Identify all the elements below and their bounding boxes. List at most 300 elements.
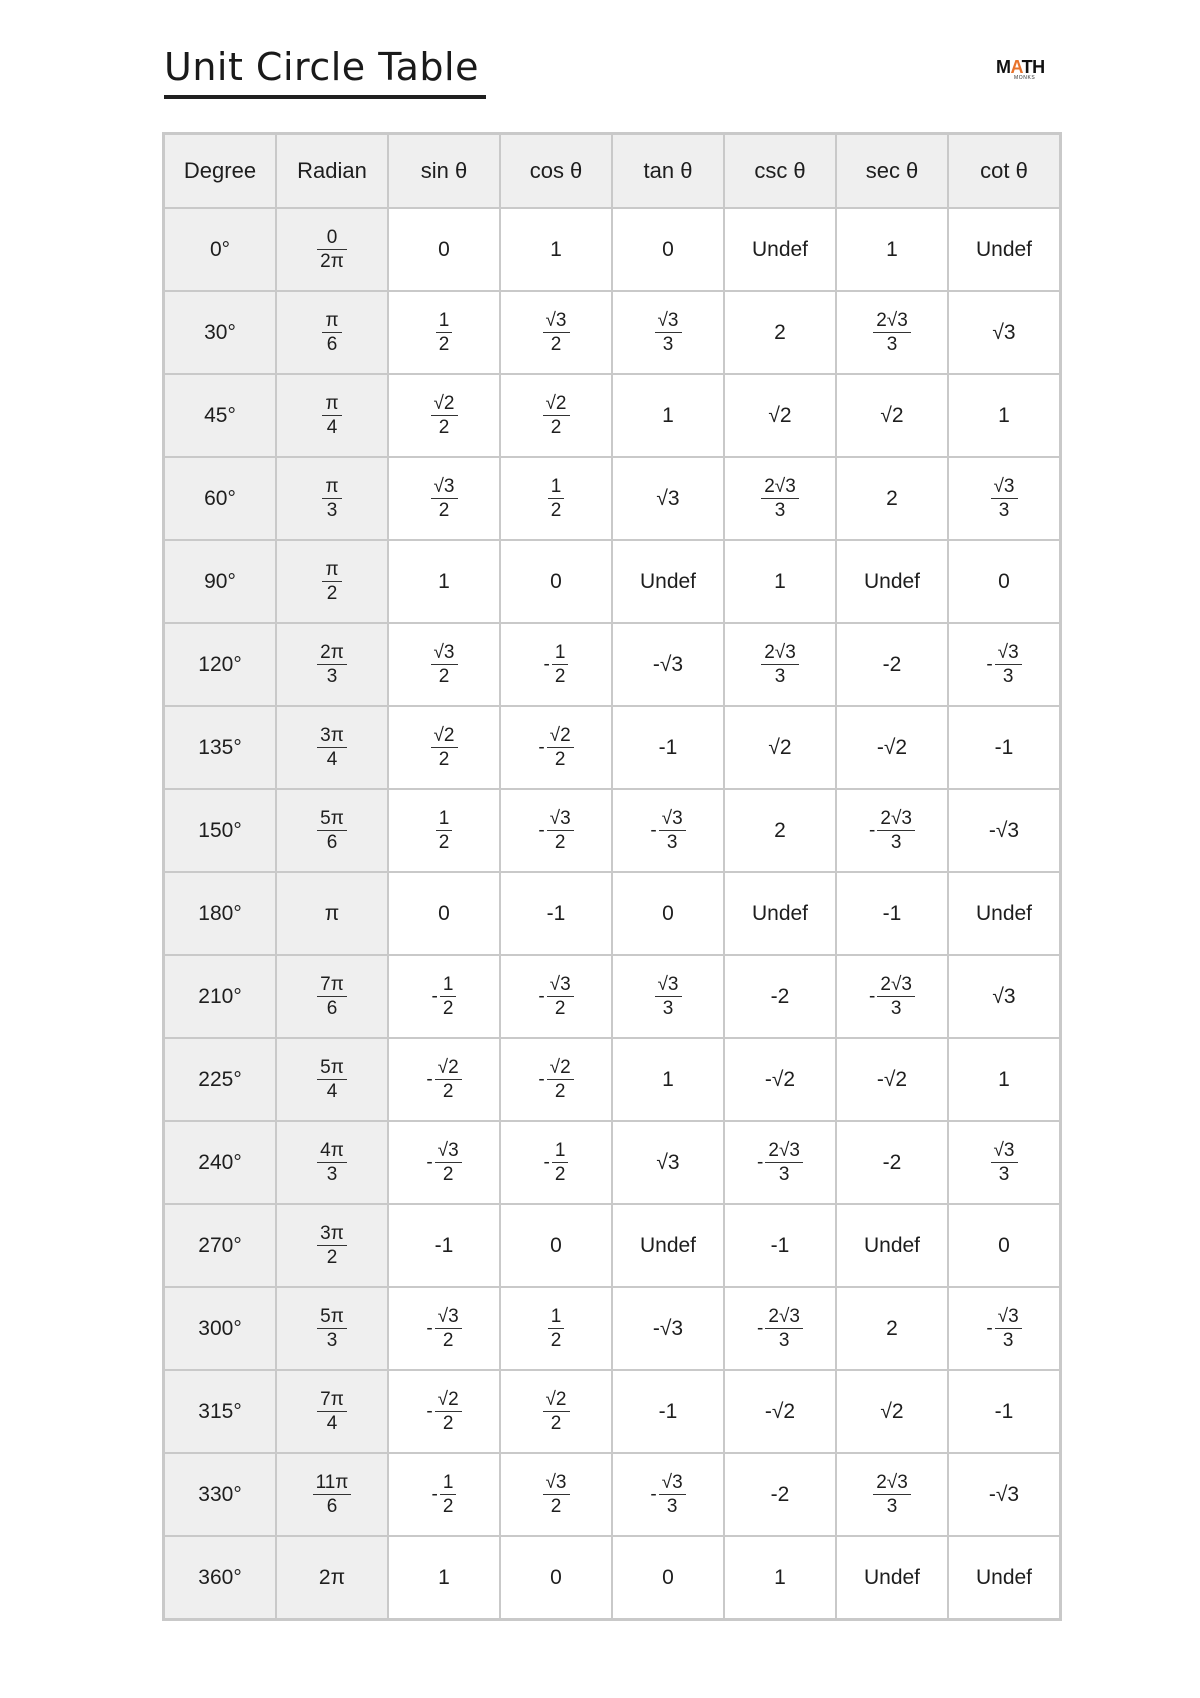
fraction-denominator: 2 xyxy=(438,749,450,770)
fraction-denominator: 3 xyxy=(886,1496,898,1517)
cell-value: 1 xyxy=(998,403,1010,427)
cell-radian xyxy=(276,955,388,1038)
fraction-numerator: π xyxy=(322,393,341,416)
cell-value: -√3 xyxy=(988,1482,1020,1506)
cell-value: -√3 xyxy=(988,818,1020,842)
minus-sign: - xyxy=(869,985,876,1007)
cell-sec xyxy=(836,1121,948,1204)
fraction-numerator: π xyxy=(322,310,341,333)
cell-cot xyxy=(948,374,1061,457)
fraction xyxy=(659,1472,686,1518)
cell-tan xyxy=(612,540,724,623)
cell-tan xyxy=(612,955,724,1038)
fraction-numerator: 1 xyxy=(440,1472,457,1495)
cell-csc xyxy=(724,1287,836,1370)
fraction xyxy=(317,1223,347,1269)
fraction-denominator: 2 xyxy=(554,1081,566,1102)
fraction-numerator: √3 xyxy=(547,974,574,997)
fraction-denominator: 2 xyxy=(438,500,450,521)
cell-cos xyxy=(500,291,612,374)
cell-tan xyxy=(612,291,724,374)
cell-value: √2 xyxy=(880,1399,904,1423)
cell-cot xyxy=(948,1204,1061,1287)
cell-csc xyxy=(724,789,836,872)
cell-cos xyxy=(500,374,612,457)
cell-value: -√2 xyxy=(876,735,908,759)
fraction-numerator: 7π xyxy=(317,974,347,997)
cell-value: -1 xyxy=(546,901,566,925)
table-row xyxy=(164,1536,1061,1620)
cell-tan xyxy=(612,208,724,291)
fraction-denominator: 6 xyxy=(326,334,338,355)
fraction xyxy=(991,476,1018,522)
fraction-numerator: 2√3 xyxy=(761,476,799,499)
fraction xyxy=(873,1472,911,1518)
fraction-denominator: 2 xyxy=(554,666,566,687)
fraction xyxy=(317,227,347,273)
fraction-numerator: √2 xyxy=(435,1389,462,1412)
cell-sec xyxy=(836,872,948,955)
cell-degree xyxy=(164,955,277,1038)
cell-tan xyxy=(612,1038,724,1121)
fraction-denominator: 2 xyxy=(554,1164,566,1185)
fraction xyxy=(552,1140,569,1186)
table-row xyxy=(164,1453,1061,1536)
header-degree: Degree xyxy=(164,134,277,209)
minus-sign: - xyxy=(538,1068,545,1090)
minus-sign: - xyxy=(538,985,545,1007)
fraction-numerator: 2π xyxy=(317,642,347,665)
fraction-denominator: 2 xyxy=(554,998,566,1019)
fraction xyxy=(317,1389,347,1435)
cell-radian xyxy=(276,789,388,872)
fraction xyxy=(431,393,458,439)
cell-cot xyxy=(948,706,1061,789)
cell-sec xyxy=(836,208,948,291)
cell-cot xyxy=(948,1121,1061,1204)
fraction-denominator: 3 xyxy=(890,832,902,853)
cell-radian xyxy=(276,1287,388,1370)
cell-value: 60° xyxy=(204,486,236,510)
cell-cos xyxy=(500,1121,612,1204)
math-monks-logo xyxy=(996,58,1056,88)
cell-value: -2 xyxy=(882,1150,902,1174)
cell-value: Undef xyxy=(863,1565,921,1589)
fraction-numerator: 1 xyxy=(552,1140,569,1163)
cell-sec xyxy=(836,1370,948,1453)
cell-sin xyxy=(388,872,500,955)
table-row xyxy=(164,1370,1061,1453)
cell-value: 1 xyxy=(438,569,450,593)
cell-cot xyxy=(948,208,1061,291)
table-row xyxy=(164,789,1061,872)
cell-value: Undef xyxy=(751,237,809,261)
fraction xyxy=(440,1472,457,1518)
fraction xyxy=(313,1472,352,1518)
fraction-numerator: √2 xyxy=(543,393,570,416)
cell-value: -2 xyxy=(882,652,902,676)
cell-cos xyxy=(500,706,612,789)
cell-cot xyxy=(948,1453,1061,1536)
cell-tan xyxy=(612,1287,724,1370)
cell-value: 45° xyxy=(204,403,236,427)
fraction-numerator: √3 xyxy=(435,1140,462,1163)
cell-value: 90° xyxy=(204,569,236,593)
fraction-numerator: √3 xyxy=(431,642,458,665)
cell-value: -1 xyxy=(994,735,1014,759)
cell-value: -1 xyxy=(658,1399,678,1423)
cell-value: 0 xyxy=(998,1233,1010,1257)
header-cos: cos θ xyxy=(500,134,612,209)
table-header xyxy=(164,134,1061,209)
fraction xyxy=(435,1057,462,1103)
table-row xyxy=(164,1287,1061,1370)
fraction-numerator: 1 xyxy=(436,310,453,333)
cell-radian xyxy=(276,1121,388,1204)
cell-degree xyxy=(164,789,277,872)
cell-csc xyxy=(724,1038,836,1121)
cell-csc xyxy=(724,623,836,706)
fraction-numerator: √2 xyxy=(431,393,458,416)
cell-csc xyxy=(724,540,836,623)
fraction-denominator: 2 xyxy=(438,832,450,853)
fraction xyxy=(543,1389,570,1435)
table-row xyxy=(164,1038,1061,1121)
fraction-denominator: 3 xyxy=(326,500,338,521)
fraction-numerator: 3π xyxy=(317,725,347,748)
cell-sin xyxy=(388,1536,500,1620)
fraction-denominator: 2 xyxy=(438,666,450,687)
cell-value: 240° xyxy=(198,1150,242,1174)
cell-radian xyxy=(276,872,388,955)
cell-value: -1 xyxy=(658,735,678,759)
header-tan: tan θ xyxy=(612,134,724,209)
cell-sec xyxy=(836,1038,948,1121)
cell-degree xyxy=(164,872,277,955)
cell-csc xyxy=(724,1204,836,1287)
cell-value: 0 xyxy=(998,569,1010,593)
cell-value: 270° xyxy=(198,1233,242,1257)
fraction-numerator: √2 xyxy=(543,1389,570,1412)
cell-csc xyxy=(724,1121,836,1204)
fraction xyxy=(543,393,570,439)
logo-subtitle: MONKS xyxy=(1014,75,1036,81)
cell-value: Undef xyxy=(863,1233,921,1257)
fraction-denominator: 2 xyxy=(326,583,338,604)
cell-value: 0 xyxy=(550,1233,562,1257)
fraction-numerator: √3 xyxy=(659,808,686,831)
cell-value: 2π xyxy=(318,1565,346,1589)
fraction xyxy=(877,974,915,1020)
fraction-denominator: 2 xyxy=(326,1247,338,1268)
cell-cos xyxy=(500,623,612,706)
fraction xyxy=(317,974,347,1020)
table-row xyxy=(164,457,1061,540)
cell-csc xyxy=(724,291,836,374)
cell-value: -1 xyxy=(882,901,902,925)
fraction-numerator: 5π xyxy=(317,1057,347,1080)
fraction-numerator: 2√3 xyxy=(765,1140,803,1163)
fraction-denominator: 3 xyxy=(1002,1330,1014,1351)
fraction-denominator: 3 xyxy=(662,334,674,355)
cell-cos xyxy=(500,1204,612,1287)
fraction-numerator: 4π xyxy=(317,1140,347,1163)
fraction-numerator: 1 xyxy=(440,974,457,997)
cell-sin xyxy=(388,623,500,706)
cell-cos xyxy=(500,1038,612,1121)
minus-sign: - xyxy=(650,819,657,841)
fraction-numerator: √2 xyxy=(435,1057,462,1080)
table-row xyxy=(164,706,1061,789)
fraction-numerator: √3 xyxy=(991,1140,1018,1163)
cell-sec xyxy=(836,1204,948,1287)
minus-sign: - xyxy=(426,1400,433,1422)
cell-sec xyxy=(836,291,948,374)
cell-sin xyxy=(388,540,500,623)
cell-value: 120° xyxy=(198,652,242,676)
cell-value: 30° xyxy=(204,320,236,344)
cell-cot xyxy=(948,623,1061,706)
fraction-denominator: 2 xyxy=(442,998,454,1019)
cell-value: Undef xyxy=(975,237,1033,261)
cell-radian xyxy=(276,208,388,291)
cell-sin xyxy=(388,1121,500,1204)
cell-degree xyxy=(164,706,277,789)
cell-sin xyxy=(388,374,500,457)
cell-degree xyxy=(164,291,277,374)
fraction-numerator: 0 xyxy=(317,227,347,250)
unit-circle-table xyxy=(162,132,1062,1621)
cell-value: 135° xyxy=(198,735,242,759)
fraction xyxy=(873,310,911,356)
cell-cos xyxy=(500,872,612,955)
fraction-denominator: 3 xyxy=(662,998,674,1019)
cell-value: 180° xyxy=(198,901,242,925)
cell-value: √2 xyxy=(768,735,792,759)
minus-sign: - xyxy=(869,819,876,841)
table-row xyxy=(164,623,1061,706)
fraction-denominator: 3 xyxy=(778,1330,790,1351)
cell-tan xyxy=(612,706,724,789)
cell-value: 1 xyxy=(774,1565,786,1589)
cell-tan xyxy=(612,623,724,706)
cell-value: Undef xyxy=(863,569,921,593)
fraction xyxy=(431,476,458,522)
cell-sec xyxy=(836,374,948,457)
fraction-denominator: 2 xyxy=(442,1164,454,1185)
cell-tan xyxy=(612,1536,724,1620)
minus-sign: - xyxy=(426,1068,433,1090)
header-sec: sec θ xyxy=(836,134,948,209)
cell-cos xyxy=(500,955,612,1038)
fraction xyxy=(435,1140,462,1186)
cell-cot xyxy=(948,1370,1061,1453)
fraction-denominator: 2π xyxy=(320,251,344,272)
table-row xyxy=(164,955,1061,1038)
fraction-denominator: 2 xyxy=(550,334,562,355)
fraction-denominator: 3 xyxy=(666,1496,678,1517)
cell-cot xyxy=(948,1038,1061,1121)
cell-value: 210° xyxy=(198,984,242,1008)
cell-cot xyxy=(948,540,1061,623)
fraction-denominator: 3 xyxy=(326,1330,338,1351)
fraction-numerator: 5π xyxy=(317,1306,347,1329)
cell-degree xyxy=(164,208,277,291)
fraction xyxy=(655,974,682,1020)
header-sin: sin θ xyxy=(388,134,500,209)
cell-sec xyxy=(836,1287,948,1370)
cell-cos xyxy=(500,789,612,872)
cell-sec xyxy=(836,623,948,706)
cell-value: -1 xyxy=(994,1399,1014,1423)
cell-sin xyxy=(388,789,500,872)
fraction-denominator: 3 xyxy=(998,500,1010,521)
cell-cot xyxy=(948,955,1061,1038)
cell-sin xyxy=(388,1038,500,1121)
logo-letters-end: TH xyxy=(1021,57,1045,77)
cell-value: Undef xyxy=(751,901,809,925)
fraction xyxy=(995,642,1022,688)
fraction xyxy=(317,1140,347,1186)
fraction-denominator: 2 xyxy=(438,334,450,355)
fraction xyxy=(431,642,458,688)
cell-sec xyxy=(836,540,948,623)
fraction-numerator: √2 xyxy=(547,1057,574,1080)
header-radian: Radian xyxy=(276,134,388,209)
cell-sin xyxy=(388,706,500,789)
cell-value: 0 xyxy=(662,901,674,925)
cell-sin xyxy=(388,1287,500,1370)
cell-value: 0 xyxy=(550,1565,562,1589)
page-title: Unit Circle Table xyxy=(164,45,479,89)
cell-sec xyxy=(836,1536,948,1620)
fraction-numerator: √3 xyxy=(543,1472,570,1495)
fraction-denominator: 4 xyxy=(326,749,338,770)
cell-cos xyxy=(500,1370,612,1453)
cell-radian xyxy=(276,623,388,706)
cell-degree xyxy=(164,374,277,457)
cell-csc xyxy=(724,955,836,1038)
fraction-denominator: 3 xyxy=(774,500,786,521)
fraction-numerator: 2√3 xyxy=(761,642,799,665)
cell-sin xyxy=(388,955,500,1038)
fraction xyxy=(431,725,458,771)
fraction xyxy=(440,974,457,1020)
fraction xyxy=(765,1140,803,1186)
minus-sign: - xyxy=(538,736,545,758)
cell-value: -2 xyxy=(770,1482,790,1506)
fraction-numerator: 2√3 xyxy=(873,310,911,333)
cell-radian xyxy=(276,1453,388,1536)
cell-value: 0 xyxy=(438,901,450,925)
cell-cos xyxy=(500,1453,612,1536)
fraction xyxy=(317,642,347,688)
cell-degree xyxy=(164,623,277,706)
logo-wordmark xyxy=(996,58,1045,76)
cell-value: π xyxy=(324,901,340,925)
cell-radian xyxy=(276,1204,388,1287)
table-row xyxy=(164,208,1061,291)
cell-value: 330° xyxy=(198,1482,242,1506)
cell-cos xyxy=(500,1536,612,1620)
fraction xyxy=(322,476,341,522)
fraction xyxy=(317,1306,347,1352)
header-csc: csc θ xyxy=(724,134,836,209)
fraction xyxy=(322,559,341,605)
cell-radian xyxy=(276,706,388,789)
cell-cos xyxy=(500,457,612,540)
cell-degree xyxy=(164,540,277,623)
cell-sec xyxy=(836,1453,948,1536)
cell-value: 1 xyxy=(774,569,786,593)
minus-sign: - xyxy=(431,985,438,1007)
cell-degree xyxy=(164,1121,277,1204)
cell-radian xyxy=(276,1038,388,1121)
cell-value: 0 xyxy=(550,569,562,593)
cell-value: 150° xyxy=(198,818,242,842)
cell-csc xyxy=(724,1370,836,1453)
fraction xyxy=(765,1306,803,1352)
fraction-numerator: √3 xyxy=(995,642,1022,665)
fraction xyxy=(761,476,799,522)
cell-value: √3 xyxy=(992,984,1016,1008)
table-row xyxy=(164,872,1061,955)
fraction-numerator: 2√3 xyxy=(877,808,915,831)
cell-cot xyxy=(948,457,1061,540)
fraction-denominator: 2 xyxy=(438,417,450,438)
cell-csc xyxy=(724,872,836,955)
cell-sec xyxy=(836,457,948,540)
cell-radian xyxy=(276,540,388,623)
fraction xyxy=(995,1306,1022,1352)
cell-value: √3 xyxy=(992,320,1016,344)
fraction xyxy=(761,642,799,688)
fraction xyxy=(991,1140,1018,1186)
fraction-denominator: 3 xyxy=(666,832,678,853)
cell-value: 225° xyxy=(198,1067,242,1091)
fraction-denominator: 6 xyxy=(326,832,338,853)
cell-value: 0 xyxy=(438,237,450,261)
cell-value: Undef xyxy=(639,1233,697,1257)
cell-radian xyxy=(276,291,388,374)
fraction-denominator: 2 xyxy=(550,1496,562,1517)
cell-value: Undef xyxy=(975,1565,1033,1589)
cell-csc xyxy=(724,457,836,540)
cell-sec xyxy=(836,706,948,789)
table-row xyxy=(164,540,1061,623)
fraction-numerator: √3 xyxy=(655,310,682,333)
table-row xyxy=(164,374,1061,457)
fraction-denominator: 2 xyxy=(550,417,562,438)
fraction xyxy=(548,476,565,522)
fraction-denominator: 2 xyxy=(550,1330,562,1351)
fraction-denominator: 3 xyxy=(998,1164,1010,1185)
cell-value: 1 xyxy=(886,237,898,261)
cell-degree xyxy=(164,1370,277,1453)
minus-sign: - xyxy=(986,1317,993,1339)
cell-sin xyxy=(388,1204,500,1287)
cell-value: -√2 xyxy=(764,1399,796,1423)
minus-sign: - xyxy=(986,653,993,675)
fraction-numerator: π xyxy=(322,559,341,582)
fraction-numerator: 1 xyxy=(548,476,565,499)
minus-sign: - xyxy=(538,819,545,841)
title-underline xyxy=(164,95,486,99)
cell-value: √3 xyxy=(656,486,680,510)
cell-cot xyxy=(948,1536,1061,1620)
cell-value: 1 xyxy=(550,237,562,261)
cell-value: 360° xyxy=(198,1565,242,1589)
